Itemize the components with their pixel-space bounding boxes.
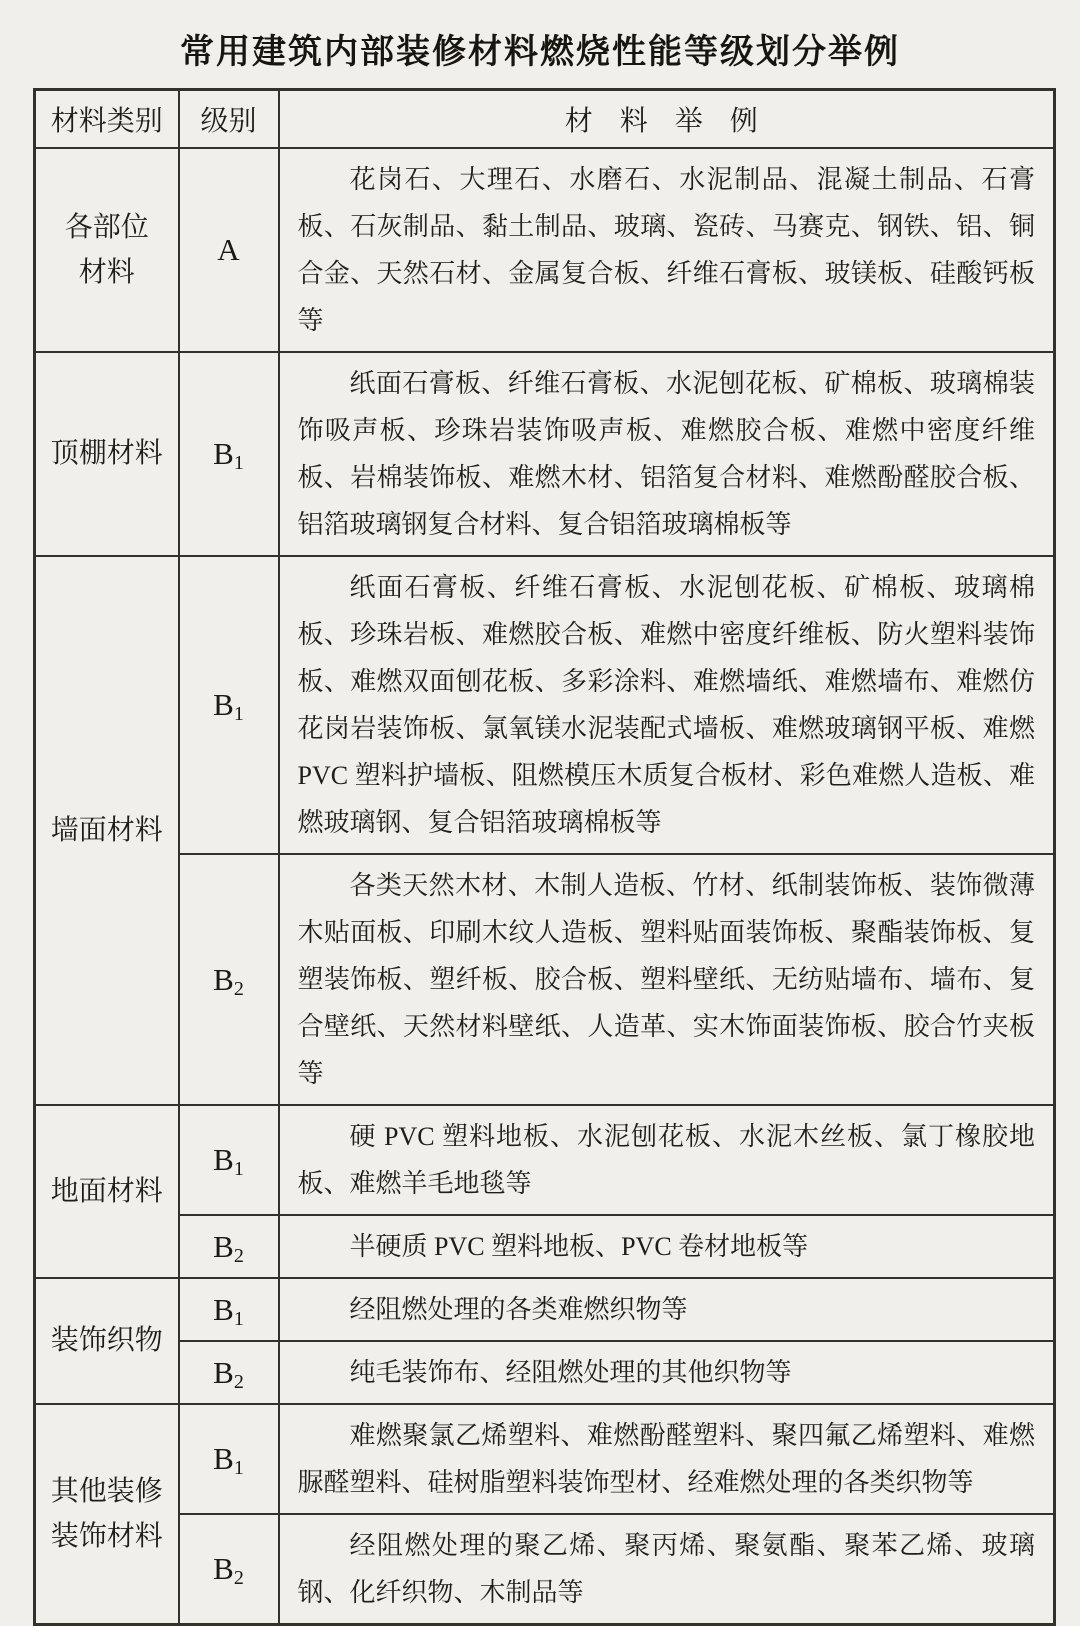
- header-examples: 材 料 举 例: [279, 90, 1055, 149]
- table-body: [35, 148, 1055, 1625]
- category-line: 装饰织物: [50, 1325, 163, 1357]
- category-cell: [35, 1105, 179, 1278]
- grade-subscript: 2: [233, 1567, 244, 1589]
- table-row: [35, 148, 1055, 352]
- grade-cell: A: [179, 148, 279, 352]
- category-line: 其他装修: [50, 1475, 163, 1507]
- examples-cell: 各类天然木材、木制人造板、竹材、纸制装饰板、装饰微薄木贴面板、印刷木纹人造板、塑料贴面装饰板、聚酯装饰板、复塑装饰板、塑纤板、胶合板、塑料壁纸、无纺贴墙布、墙布、复合壁纸、天然材料壁纸、人造革、实木饰面装饰板、胶合竹夹板等: [279, 854, 1055, 1105]
- examples-cell: 经阻燃处理的聚乙烯、聚丙烯、聚氨酯、聚苯乙烯、玻璃钢、化纤织物、木制品等: [279, 1514, 1055, 1625]
- examples-cell: 难燃聚氯乙烯塑料、难燃酚醛塑料、聚四氟乙烯塑料、难燃脲醛塑料、硅树脂塑料装饰型材、经难燃处理的各类织物等: [279, 1404, 1055, 1514]
- category-cell: [35, 1278, 179, 1404]
- grade-cell: $B_2$: [179, 1341, 279, 1404]
- category-cell: [35, 148, 179, 352]
- category-line: 墙面材料: [50, 814, 163, 846]
- grade-subscript: 1: [233, 452, 244, 474]
- table-row: [35, 1105, 1055, 1215]
- header-grade: 级别: [179, 90, 279, 149]
- category-line: 各部位: [64, 211, 149, 243]
- table-row: [35, 1215, 1055, 1278]
- grade-subscript: 1: [233, 703, 244, 725]
- grade-subscript: 2: [233, 1244, 244, 1267]
- grade-cell: $B_1$: [179, 352, 279, 556]
- examples-cell: 花岗石、大理石、水磨石、水泥制品、混凝土制品、石膏板、石灰制品、黏土制品、玻璃、瓷砖、马赛克、钢铁、铝、铜合金、天然石材、金属复合板、纤维石膏板、玻镁板、硅酸钙板等: [279, 148, 1055, 352]
- grade-subscript: 2: [233, 1370, 244, 1393]
- grade-cell: $B_1$: [179, 1278, 279, 1341]
- examples-cell: 纯毛装饰布、经阻燃处理的其他织物等: [279, 1341, 1055, 1404]
- table-row: [35, 1278, 1055, 1341]
- table-row: [35, 1341, 1055, 1404]
- category-line: 材料: [78, 257, 135, 288]
- header-row: [35, 90, 1055, 149]
- grade-cell: $B_1$: [179, 556, 279, 854]
- category-cell: [35, 556, 179, 1105]
- category-line: 装饰材料: [50, 1521, 163, 1552]
- examples-cell: 纸面石膏板、纤维石膏板、水泥刨花板、矿棉板、玻璃棉板、珍珠岩板、难燃胶合板、难燃中密度纤维板、防火塑料装饰板、难燃双面刨花板、多彩涂料、难燃墙纸、难燃墙布、难燃仿花岗岩装饰板、氯氧镁水泥装配式墙板、难燃玻璃钢平板、难燃 PVC 塑料护墙板、阻燃模压木质复合板材、彩色难燃人造板、难燃玻璃钢、复合铝箔玻璃棉板等: [279, 556, 1055, 854]
- category-cell: [35, 1404, 179, 1625]
- grade-subscript: 1: [233, 1457, 244, 1479]
- examples-cell: 硬 PVC 塑料地板、水泥刨花板、水泥木丝板、氯丁橡胶地板、难燃羊毛地毯等: [279, 1105, 1055, 1215]
- examples-cell: 半硬质 PVC 塑料地板、PVC 卷材地板等: [279, 1215, 1055, 1278]
- header-material-category: 材料类别: [35, 90, 179, 149]
- table-row: [35, 352, 1055, 556]
- examples-cell: 经阻燃处理的各类难燃织物等: [279, 1278, 1055, 1341]
- grade-cell: $B_2$: [179, 854, 279, 1105]
- table-row: [35, 1514, 1055, 1625]
- grade-subscript: 1: [233, 1307, 244, 1330]
- examples-cell: 纸面石膏板、纤维石膏板、水泥刨花板、矿棉板、玻璃棉装饰吸声板、珍珠岩装饰吸声板、难燃胶合板、难燃中密度纤维板、岩棉装饰板、难燃木材、铝箔复合材料、难燃酚醛胶合板、铝箔玻璃钢复合材料、复合铝箔玻璃棉板等: [279, 352, 1055, 556]
- category-line: 地面材料: [50, 1175, 163, 1207]
- category-line: 顶棚材料: [50, 438, 163, 470]
- grade-subscript: 1: [233, 1158, 244, 1180]
- grade-cell: $B_1$: [179, 1105, 279, 1215]
- table-row: [35, 1404, 1055, 1514]
- grade-subscript: 2: [233, 977, 244, 1000]
- grade-cell: $B_1$: [179, 1404, 279, 1514]
- table-row: [35, 854, 1055, 1105]
- grade-cell: $B_2$: [179, 1215, 279, 1278]
- category-cell: [35, 352, 179, 556]
- table-row: [35, 556, 1055, 854]
- materials-table: [33, 88, 1056, 1626]
- grade-cell: $B_2$: [179, 1514, 279, 1625]
- page-title: 常用建筑内部装修材料燃烧性能等级划分举例: [180, 34, 900, 71]
